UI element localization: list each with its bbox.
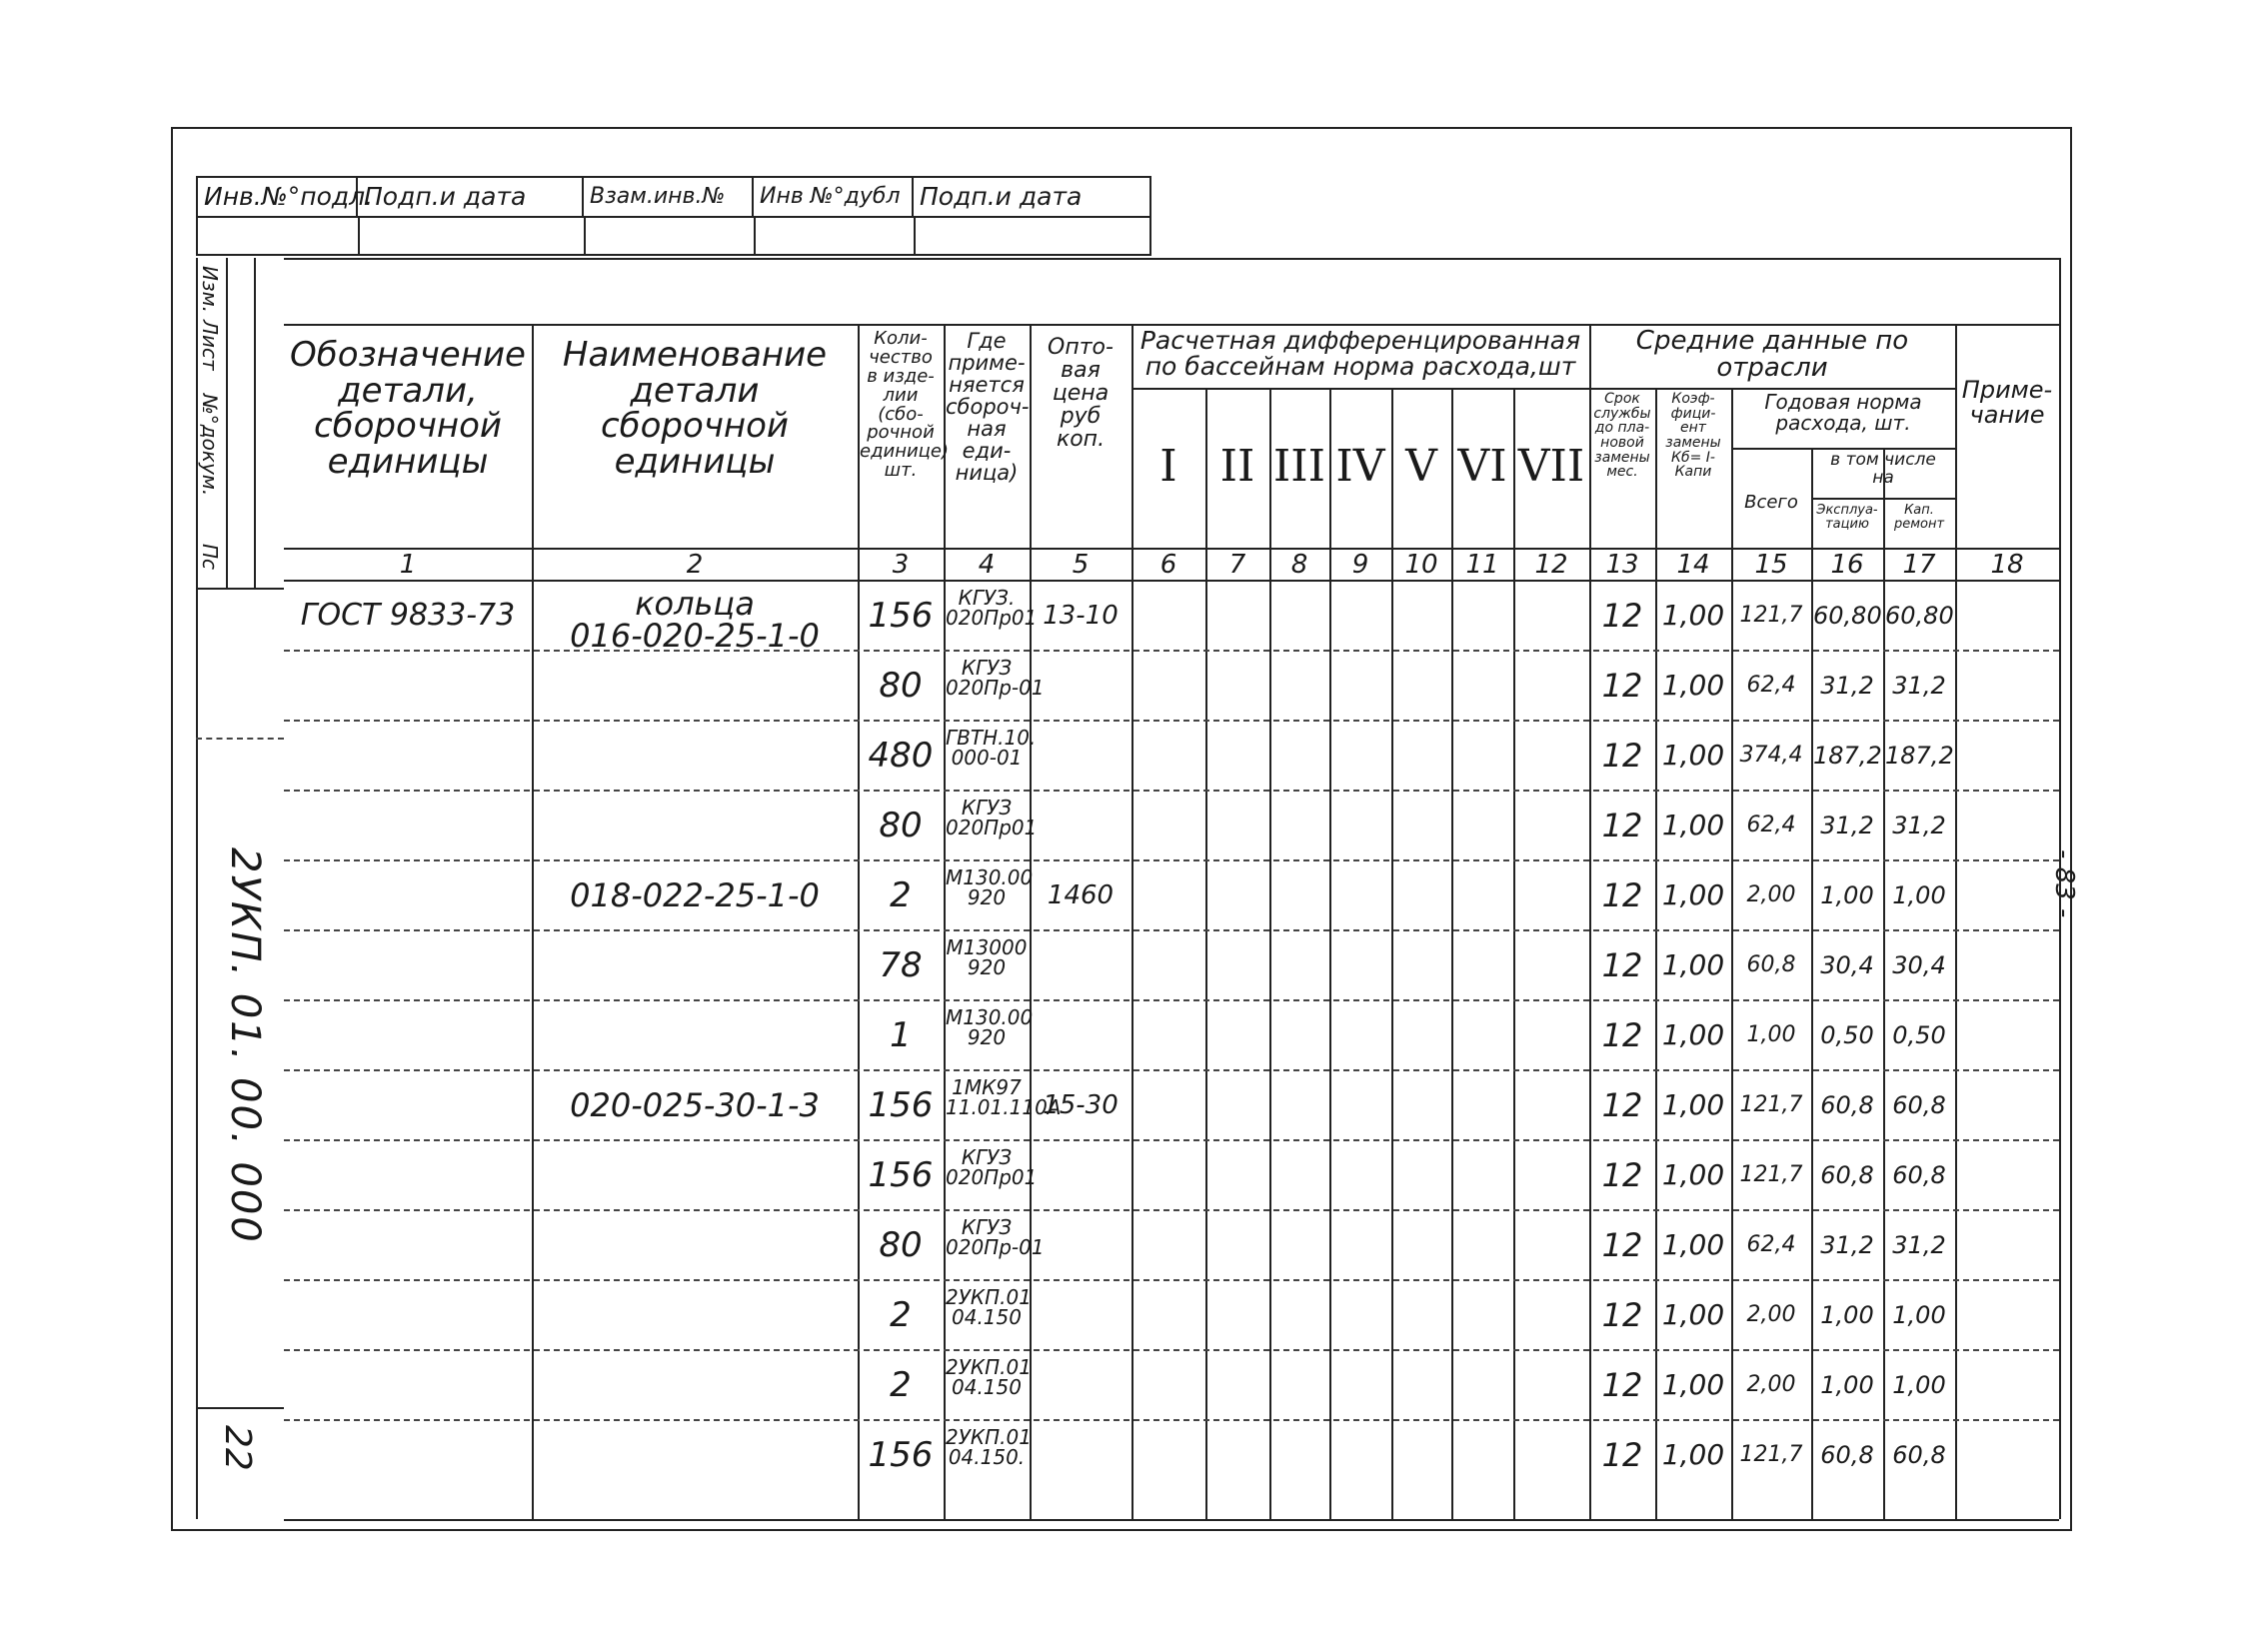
cell-life: 12 (1601, 737, 1643, 775)
cell-price: 1460 (1047, 880, 1115, 910)
cell-qty: 480 (868, 736, 934, 776)
cell-where: КГУЗ 020Пр-01 (946, 656, 1045, 700)
cell-qty: 156 (868, 596, 934, 636)
cell-coef: 1,00 (1661, 948, 1725, 981)
cell-designation (286, 1427, 530, 1487)
cell-designation (286, 1147, 530, 1207)
cell-price (1032, 1357, 1129, 1417)
cell-designation (286, 728, 530, 788)
cell-life: 12 (1601, 876, 1643, 914)
cell-name: 018-022-25-1-0 (570, 876, 820, 914)
cell-total: 121,7 (1739, 603, 1803, 628)
cell-qty: 2 (890, 1365, 912, 1405)
cell-repair: 187,2 (1885, 742, 1954, 770)
cell-name: кольца 016-020-25-1-0 (570, 585, 820, 655)
cell-total: 121,7 (1739, 1092, 1803, 1117)
cell-expl: 60,8 (1820, 1441, 1874, 1469)
cell-repair: 31,2 (1892, 812, 1946, 839)
cell-price (1032, 798, 1129, 857)
cell-coef: 1,00 (1661, 1088, 1725, 1121)
cell-designation (286, 1077, 530, 1137)
cell-name (534, 937, 856, 997)
cell-name (534, 798, 856, 857)
header-quantity: Коли- чество в изде- лии (сбо- рочной единице) шт. (860, 328, 950, 482)
cell-name (534, 1287, 856, 1347)
cell-name (534, 658, 856, 718)
stamp-cell-sign-date: Подп.и дата (358, 178, 584, 216)
page-number: - 83 - (2049, 849, 2079, 918)
cell-life: 12 (1601, 1296, 1643, 1334)
cell-where: 2УКП.01 04.150 (946, 1355, 1032, 1399)
cell-repair: 60,8 (1892, 1441, 1946, 1469)
column-number: 2 (686, 550, 704, 580)
cell-expl: 60,8 (1820, 1161, 1874, 1189)
stamp-cell-sign-date-2: Подп.и дата (920, 182, 1083, 211)
cell-price (1032, 658, 1129, 718)
cell-name (534, 1357, 856, 1417)
cell-total: 60,8 (1746, 952, 1796, 977)
cell-qty: 2 (890, 1295, 912, 1335)
header-basin-2: II (1219, 441, 1255, 492)
cell-repair: 31,2 (1892, 1231, 1946, 1259)
column-number: 8 (1290, 550, 1308, 580)
cell-price (1032, 728, 1129, 788)
rev-label-sign: Пс (198, 544, 222, 571)
header-including: в том числе на (1830, 450, 1936, 488)
cell-total: 2,00 (1746, 1302, 1796, 1327)
cell-name (534, 1007, 856, 1067)
column-number: 14 (1676, 550, 1710, 580)
cell-life: 12 (1601, 1156, 1643, 1194)
cell-qty: 1 (890, 1015, 912, 1055)
cell-coef: 1,00 (1661, 1228, 1725, 1261)
cell-qty: 2 (890, 875, 912, 915)
document-code: 2УКП. 01. 00. 000 (222, 847, 268, 1244)
rev-label-sheet: Лист (198, 320, 222, 371)
stamp-cell-inv-orig: Инв.№°подл. (198, 178, 358, 216)
cell-expl: 1,00 (1820, 1301, 1874, 1329)
cell-qty: 80 (879, 1225, 923, 1265)
cell-total: 121,7 (1739, 1442, 1803, 1467)
cell-name (534, 1217, 856, 1277)
cell-repair: 60,8 (1892, 1161, 1946, 1189)
column-number: 5 (1072, 550, 1090, 580)
cell-coef: 1,00 (1661, 878, 1725, 911)
column-number: 17 (1902, 550, 1936, 580)
cell-repair: 60,80 (1885, 602, 1954, 630)
header-overhaul: Кап. ремонт (1893, 503, 1945, 532)
cell-expl: 1,00 (1820, 1371, 1874, 1399)
cell-expl: 60,8 (1820, 1091, 1874, 1119)
cell-price (1032, 1217, 1129, 1277)
cell-qty: 78 (879, 945, 923, 985)
cell-life: 12 (1601, 807, 1643, 844)
cell-total: 1,00 (1746, 1022, 1796, 1047)
cell-total: 2,00 (1746, 1372, 1796, 1397)
column-number: 9 (1351, 550, 1369, 580)
cell-total: 62,4 (1746, 813, 1796, 837)
cell-total: 62,4 (1746, 1232, 1796, 1257)
cell-name (534, 1147, 856, 1207)
cell-total: 2,00 (1746, 882, 1796, 907)
cell-qty: 80 (879, 666, 923, 706)
cell-life: 12 (1601, 1226, 1643, 1264)
cell-expl: 30,4 (1820, 951, 1874, 979)
column-number: 1 (399, 550, 417, 580)
column-number: 10 (1404, 550, 1438, 580)
cell-where: 2УКП.01 04.150. (946, 1425, 1032, 1469)
cell-expl: 1,00 (1820, 881, 1874, 909)
cell-designation: ГОСТ 9833-73 (300, 598, 516, 633)
spec-table (284, 258, 2059, 1519)
cell-designation (286, 1357, 530, 1417)
header-total: Всего (1744, 492, 1798, 513)
header-basin-4: IV (1335, 441, 1385, 492)
cell-expl: 0,50 (1820, 1021, 1874, 1049)
header-note: Приме- чание (1961, 376, 2053, 430)
cell-expl: 31,2 (1820, 1231, 1874, 1259)
cell-coef: 1,00 (1661, 669, 1725, 702)
cell-coef: 1,00 (1661, 1438, 1725, 1471)
stamp-cell-replace-inv: Взам.инв.№ (584, 178, 754, 216)
cell-repair: 1,00 (1892, 881, 1946, 909)
cell-life: 12 (1601, 1366, 1643, 1404)
cell-coef: 1,00 (1661, 1368, 1725, 1401)
column-number: 18 (1990, 550, 2024, 580)
cell-coef: 1,00 (1661, 1298, 1725, 1331)
cell-coef: 1,00 (1661, 739, 1725, 772)
column-number: 12 (1534, 550, 1568, 580)
cell-price (1032, 1287, 1129, 1347)
header-basin-5: V (1405, 441, 1437, 492)
cell-price: 13-10 (1043, 601, 1119, 631)
header-designation: Обозначение детали, сборочной единицы (290, 335, 526, 483)
header-price: Опто- вая цена руб коп. (1048, 335, 1114, 453)
cell-total: 374,4 (1739, 743, 1803, 768)
column-number: 15 (1754, 550, 1788, 580)
header-basin-norm: Расчетная дифференцированная по бассейнам норма расхода,шт (1139, 326, 1581, 382)
cell-price: 15-30 (1043, 1090, 1119, 1120)
cell-life: 12 (1601, 1086, 1643, 1124)
cell-price (1032, 1147, 1129, 1207)
cell-where: М130.00 920 (946, 865, 1034, 909)
header-basin-7: VII (1517, 441, 1585, 492)
cell-where: ГВТН.10. 000-01 (946, 726, 1037, 770)
cell-where: 1МК97 11.01.110А (946, 1075, 1062, 1119)
cell-expl: 31,2 (1820, 672, 1874, 700)
header-replace-coef: Коэф- фици- ент замены Кб= I- Капи (1665, 391, 1721, 481)
header-basin-1: I (1159, 441, 1177, 492)
cell-repair: 31,2 (1892, 672, 1946, 700)
cell-coef: 1,00 (1661, 1158, 1725, 1191)
cell-where: КГУЗ. 020Пр01 (946, 586, 1038, 630)
column-number: 6 (1159, 550, 1177, 580)
header-operation: Эксплуа- тацию (1816, 503, 1878, 532)
cell-designation (286, 658, 530, 718)
cell-price (1032, 1007, 1129, 1067)
cell-designation (286, 867, 530, 927)
cell-where: М13000 920 (946, 935, 1028, 979)
cell-life: 12 (1601, 597, 1643, 635)
cell-coef: 1,00 (1661, 809, 1725, 841)
cell-where: КГУЗ 020Пр01 (946, 796, 1038, 839)
cell-life: 12 (1601, 1016, 1643, 1054)
rev-label-doc-number: №°докум. (198, 394, 222, 497)
stamp-cell-inv-dup: Инв №°дубл (754, 178, 914, 216)
cell-repair: 1,00 (1892, 1371, 1946, 1399)
cell-designation (286, 1007, 530, 1067)
header-basin-3: III (1272, 441, 1326, 492)
cell-total: 62,4 (1746, 673, 1796, 698)
column-number: 7 (1228, 550, 1246, 580)
header-where-used: Где приме- няется сбороч- ная еди- ница) (946, 329, 1030, 486)
column-number: 16 (1830, 550, 1864, 580)
column-number: 11 (1465, 550, 1499, 580)
cell-expl: 60,80 (1813, 602, 1882, 630)
approval-stamp (196, 176, 1151, 256)
cell-designation (286, 937, 530, 997)
cell-life: 12 (1601, 1436, 1643, 1474)
cell-repair: 30,4 (1892, 951, 1946, 979)
column-number: 13 (1605, 550, 1639, 580)
cell-where: 2УКП.01 04.150 (946, 1285, 1032, 1329)
cell-designation (286, 798, 530, 857)
cell-expl: 187,2 (1813, 742, 1882, 770)
cell-designation (286, 1287, 530, 1347)
cell-life: 12 (1601, 946, 1643, 984)
cell-designation (286, 1217, 530, 1277)
header-annual-norm: Годовая норма расхода, шт. (1764, 390, 1922, 435)
header-industry-avg: Средние данные по отрасли (1635, 326, 1909, 384)
column-number: 4 (978, 550, 996, 580)
cell-qty: 156 (868, 1435, 934, 1475)
cell-name (534, 1427, 856, 1487)
header-service-life: Срок службы до пла- новой замены мес. (1593, 391, 1651, 481)
rev-label-change: Изм. (198, 266, 222, 314)
cell-repair: 1,00 (1892, 1301, 1946, 1329)
cell-total: 121,7 (1739, 1162, 1803, 1187)
cell-name (534, 728, 856, 788)
column-number: 3 (892, 550, 910, 580)
cell-qty: 156 (868, 1085, 934, 1125)
revision-sidebar (196, 258, 284, 1519)
cell-name: 020-025-30-1-3 (570, 1086, 820, 1124)
cell-price (1032, 937, 1129, 997)
cell-where: КГУЗ 020Пр01 (946, 1145, 1038, 1189)
cell-price (1032, 1427, 1129, 1487)
cell-coef: 1,00 (1661, 599, 1725, 632)
cell-repair: 60,8 (1892, 1091, 1946, 1119)
cell-qty: 80 (879, 806, 923, 845)
cell-qty: 156 (868, 1155, 934, 1195)
header-name: Наименование детали сборочной единицы (562, 335, 828, 483)
cell-repair: 0,50 (1892, 1021, 1946, 1049)
header-basin-6: VI (1457, 441, 1507, 492)
cell-where: КГУЗ 020Пр-01 (946, 1215, 1045, 1259)
cell-expl: 31,2 (1820, 812, 1874, 839)
cell-coef: 1,00 (1661, 1018, 1725, 1051)
cell-where: М130.00 920 (946, 1005, 1034, 1049)
sheet-number: 22 (217, 1425, 258, 1471)
cell-life: 12 (1601, 667, 1643, 705)
